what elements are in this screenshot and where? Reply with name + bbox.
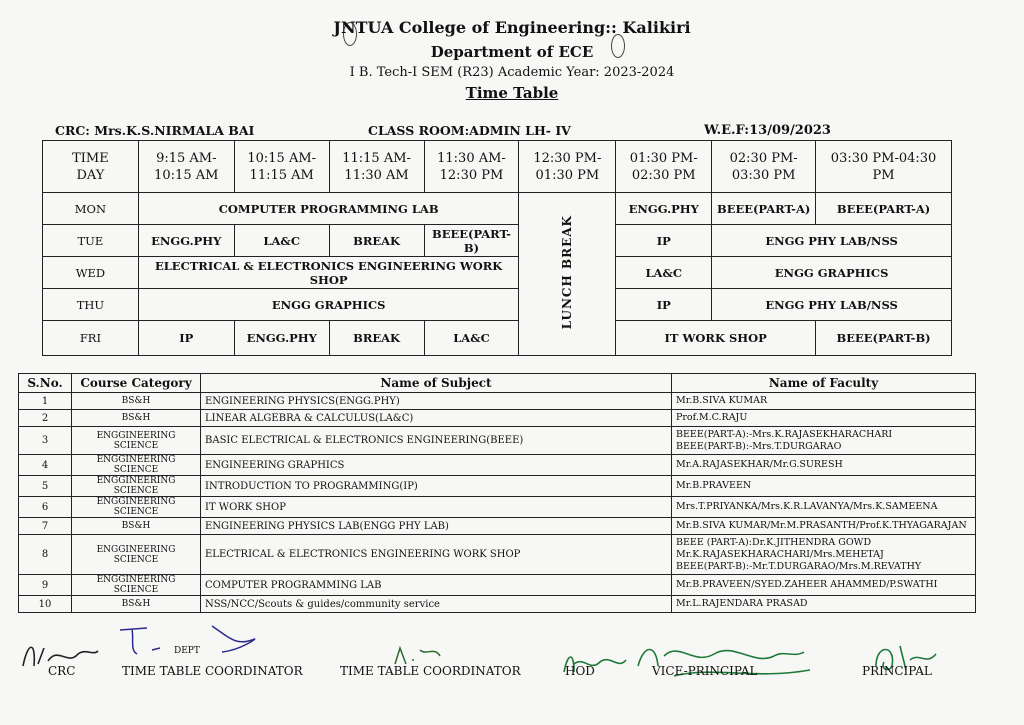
period-cell: ENGG PHY LAB/NSS	[712, 225, 952, 257]
page-title: Time Table	[465, 84, 559, 102]
lunch-break-cell	[519, 193, 616, 356]
period-cell: ENGG GRAPHICS	[138, 289, 519, 321]
slot-header: 02:30 PM-03:30 PM	[712, 141, 816, 193]
subject-cell: ENGINEERING PHYSICS(ENGG.PHY)	[201, 393, 672, 410]
period-cell: BREAK	[329, 321, 424, 356]
principal-label: PRINCIPAL	[862, 664, 932, 678]
table-row	[19, 393, 976, 410]
period-cell: BREAK	[329, 225, 424, 257]
semester-line: I B. Tech-I SEM (R23) Academic Year: 2023-2024	[349, 65, 675, 80]
category-cell: ENGGINEERING SCIENCE	[72, 476, 201, 497]
faculty-cell	[672, 497, 976, 518]
faculty-cell	[672, 535, 976, 575]
faculty-line: Mr.L.RAJENDARA PRASAD	[676, 598, 808, 609]
tt-coordinator-label: TIME TABLE COORDINATOR	[122, 664, 303, 678]
period-cell: BEEE(PART-A)	[816, 193, 952, 225]
category-cell: ENGGINEERING SCIENCE	[72, 575, 201, 596]
faculty-line: Mr.K.RAJASEKHARACHARI/Mrs.MEHETAJ	[676, 548, 884, 560]
table-row	[19, 575, 976, 596]
subject-cell: ENGINEERING PHYSICS LAB(ENGG PHY LAB)	[201, 518, 672, 535]
period-cell: ENGG PHY LAB/NSS	[712, 289, 952, 321]
crc-name: CRC: Mrs.K.S.NIRMALA BAI	[55, 123, 255, 138]
subject-cell: LINEAR ALGEBRA & CALCULUS(LA&C)	[201, 410, 672, 427]
period-cell: ENGG.PHY	[234, 321, 329, 356]
table-row	[19, 410, 976, 427]
day-cell: TUE	[43, 225, 139, 257]
faculty-line: Prof.M.C.RAJU	[676, 412, 748, 423]
sno-cell: 4	[19, 455, 72, 476]
faculty-cell	[672, 427, 976, 455]
category-header: Course Category	[72, 374, 201, 393]
subject-cell: ELECTRICAL & ELECTRONICS ENGINEERING WORK SHOP	[201, 535, 672, 575]
subject-cell: BASIC ELECTRICAL & ELECTRONICS ENGINEERING(BEEE)	[201, 427, 672, 455]
subject-cell: IT WORK SHOP	[201, 497, 672, 518]
timetable	[42, 140, 952, 356]
faculty-line: Mr.B.PRAVEEN/SYED.ZAHEER AHAMMED/P.SWATHI	[676, 579, 938, 590]
department-name: Department of ECE	[430, 43, 594, 61]
subject-cell: COMPUTER PROGRAMMING LAB	[201, 575, 672, 596]
sno-cell: 9	[19, 575, 72, 596]
sno-cell: 5	[19, 476, 72, 497]
tt-coordinator-2-label: TIME TABLE COORDINATOR	[340, 664, 521, 678]
slot-header: 10:15 AM-11:15 AM	[234, 141, 329, 193]
faculty-cell	[672, 455, 976, 476]
slot-header: 9:15 AM-10:15 AM	[138, 141, 234, 193]
period-cell: ELECTRICAL & ELECTRONICS ENGINEERING WORK SHOP	[138, 257, 519, 289]
faculty-line: Mr.B.SIVA KUMAR/Mr.M.PRASANTH/Prof.K.THYAGARAJAN	[676, 520, 967, 531]
faculty-cell	[672, 410, 976, 427]
college-name: JNTUA College of Engineering:: Kalikiri	[333, 18, 691, 37]
category-cell: ENGGINEERING SCIENCE	[72, 535, 201, 575]
category-cell: ENGGINEERING SCIENCE	[72, 497, 201, 518]
period-cell: IT WORK SHOP	[616, 321, 816, 356]
table-row	[19, 535, 976, 575]
table-row	[19, 596, 976, 613]
faculty-cell	[672, 393, 976, 410]
sno-header: S.No.	[19, 374, 72, 393]
day-cell: MON	[43, 193, 139, 225]
period-cell: LA&C	[616, 257, 712, 289]
day-label: DAY	[76, 167, 105, 183]
period-cell: BEEE(PART-A)	[712, 193, 816, 225]
faculty-header: Name of Faculty	[672, 374, 976, 393]
slot-header: 11:15 AM-11:30 AM	[329, 141, 424, 193]
period-cell: BEEE(PART-B)	[816, 321, 952, 356]
faculty-line: Mrs.T.PRIYANKA/Mrs.K.R.LAVANYA/Mrs.K.SAMEENA	[676, 501, 938, 512]
table-row	[19, 455, 976, 476]
faculty-cell	[672, 575, 976, 596]
hod-label: HOD	[565, 664, 595, 678]
crc-signature-label: CRC	[48, 664, 76, 678]
period-cell: LA&C	[234, 225, 329, 257]
slot-header: 01:30 PM-02:30 PM	[616, 141, 712, 193]
period-cell: BEEE(PART-B)	[424, 225, 519, 257]
faculty-line: BEEE(PART-A):-Mrs.K.RAJASEKHARACHARI	[676, 428, 893, 440]
faculty-line: BEEE (PART-A):Dr.K.JITHENDRA GOWD	[676, 536, 872, 548]
corner-cell	[43, 141, 139, 193]
faculty-line: Mr.B.PRAVEEN	[676, 480, 752, 491]
classroom: CLASS ROOM:ADMIN LH- IV	[368, 123, 571, 138]
slot-header: 11:30 AM-12:30 PM	[424, 141, 519, 193]
day-cell: FRI	[43, 321, 139, 356]
slot-header: 12:30 PM-01:30 PM	[519, 141, 616, 193]
sno-cell: 7	[19, 518, 72, 535]
period-cell: IP	[616, 225, 712, 257]
table-row	[19, 476, 976, 497]
period-cell: ENGG GRAPHICS	[712, 257, 952, 289]
vice-principal-label: VICE-PRINCIPAL	[652, 664, 758, 678]
table-row	[19, 518, 976, 535]
faculty-cell	[672, 476, 976, 497]
period-cell: ENGG.PHY	[138, 225, 234, 257]
lunch-break-label: LUNCH BREAK	[560, 215, 575, 330]
slot-header: 03:30 PM-04:30 PM	[816, 141, 952, 193]
period-cell: COMPUTER PROGRAMMING LAB	[138, 193, 519, 225]
subject-cell: INTRODUCTION TO PROGRAMMING(IP)	[201, 476, 672, 497]
subject-header: Name of Subject	[201, 374, 672, 393]
faculty-line: Mr.B.SIVA KUMAR	[676, 395, 768, 406]
category-cell: BS&H	[72, 393, 201, 410]
period-cell: LA&C	[424, 321, 519, 356]
sno-cell: 1	[19, 393, 72, 410]
wef-date: W.E.F:13/09/2023	[704, 123, 831, 138]
period-cell: IP	[138, 321, 234, 356]
day-cell: WED	[43, 257, 139, 289]
day-cell: THU	[43, 289, 139, 321]
time-label: TIME	[72, 150, 109, 166]
table-row	[19, 427, 976, 455]
sno-cell: 8	[19, 535, 72, 575]
sno-cell: 2	[19, 410, 72, 427]
category-cell: BS&H	[72, 518, 201, 535]
faculty-line: BEEE(PART-B):-Mrs.T.DURGARAO	[676, 440, 842, 452]
period-cell: ENGG.PHY	[616, 193, 712, 225]
category-cell: ENGGINEERING SCIENCE	[72, 455, 201, 476]
faculty-line: Mr.A.RAJASEKHAR/Mr.G.SURESH	[676, 459, 843, 470]
category-cell: BS&H	[72, 410, 201, 427]
table-row	[19, 497, 976, 518]
faculty-cell	[672, 596, 976, 613]
subject-cell: ENGINEERING GRAPHICS	[201, 455, 672, 476]
period-cell: IP	[616, 289, 712, 321]
sno-cell: 6	[19, 497, 72, 518]
faculty-line: BEEE(PART-B):-Mr.T.DURGARAO/Mrs.M.REVATHY	[676, 560, 922, 572]
category-cell: ENGGINEERING SCIENCE	[72, 427, 201, 455]
category-cell: BS&H	[72, 596, 201, 613]
sno-cell: 3	[19, 427, 72, 455]
subject-cell: NSS/NCC/Scouts & guides/community service	[201, 596, 672, 613]
sno-cell: 10	[19, 596, 72, 613]
course-table	[18, 373, 976, 613]
dept-stamp-label: DEPT	[174, 646, 200, 656]
faculty-cell	[672, 518, 976, 535]
